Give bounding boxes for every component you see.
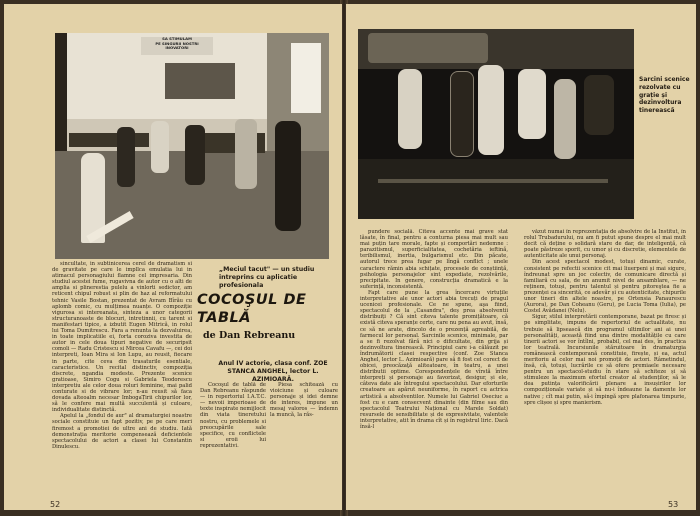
paragraph: Sigur, stilul interpretării contemporane, bazat pe firesc și pe simplitate, impuns de repertoriul de actualitate, nu trebuie să lipsească din programul ultimilor ani ai unei personalități, această fiind una dintre modalitățile cu care tinerii actori se vor întîlni, probabil, cel mai des, în practica lor teatrală. Incursiunile stăruitoare în dramaturgia românească contemporană constituie, firește, și ea, actul meritoriu al celor mai noi promoții de actori. Râmetindul, însă, că, totuși, lucrările ce să ofere premiaele necesare pentru un spectacol-studiu în stare să schiteze și să stimuleze la maximum efortul creator al studenților, să le dea putința valorificării plenare a insușirilor lor compoziționale variate și să nu-i îndeaune la damente lor native ; cît mai putin, să-i împingă spre plafonarea timpurie, spre clișee și spre manierism. bbox=[524, 314, 686, 406]
paragraph: sincultate, in subtinicerea cerel de dramatism si de gravitate pe care le impllca emulatia lui in atimacul personagiului flamne cel impresaria. Din studiul acestei fume, rugavivna de autor cu o alti de amplia si plinerestia pulelu a vinlorti sedictor, am reticent chipul robust si plin de haz al reformatului tehnic Vasile Bostan, prezentat de Avram Bîrău cu aplomb comic, cu mulțimea nuanțe. O compoziție vigurosa si intereanata, sinteza a unor categorii structuranoaste de blocuri, intretinnii, cu tarent si manifestari tipice, a izbutit Eugen Mitrică, in rolul lui Toma Dumitrescu. Fara a renunta la dezvaluirea, in toate implicatiile ei, forta coroziva investita de autor in cele doua tipuri negative de securipsit comoli — Radu Cristescu si Mircea Cavafu —, cei doi interpreti, Ioan Mira si Ion Lupu, au reusit, fiecare in parte, cite ceva din trasaturile esentiale, caracteristice. Un recital distinctiv, compoziția discrete, ngandia modeste. Prezente scenice gratioase, Simiro Cogu si Gabriela Teodorescu interpretiu ale celor doua roluri feminine, mai palid conturate si de vibrare lor; n-au reusit să faca dovada alteoalm necesar ImbogaȚirii chipurilor lor, să le confere mai multă succulentă și culoare, individualitate distinctă. bbox=[52, 261, 192, 414]
right-page bbox=[346, 4, 696, 510]
paragraph: Cocoşul de tablă de Dan Rebreanu răspunde — in repertoriul I.A.T.C. — nevoii imperioase de texte inspirate nemijlocit din viata tineretului nostru, cu problemele si preocupările sale specifice, cu conflictele si eroii lui reprezentativi. bbox=[200, 382, 266, 449]
left-column-1 bbox=[52, 261, 192, 501]
rehearsal-photo bbox=[55, 33, 329, 259]
paragraph: pundere socială. Citeva accente mai grave stat lăsate, în final, pentru a conturna piesa mai mult sau mai puțin tare morale, fapte și comportări nedemne : parazitismul, superficialitatea, cochetăria ieftină, teribilismul, inertia, bulgarismul etc. Din păcate, autorul trece prea fugar pe lîngă conflict ; unele caractere rămin abia schițate, procesele de conștiință, psihologia personajelor sint expediate, rezolvările, precipitate. In genere, construcția dramatică e la suferință, inconsistentă. bbox=[360, 229, 508, 290]
article-title: COCOŞUL DE TABLĂ bbox=[197, 292, 307, 326]
paragraph: Din acest spectacol modest, totuși dinamic, curate, consistent pe refectii scenice cit mai liuerpeni și mai sigure, îndreunat spre un joc colectiv, de comunicare directă și familiară cu sala, de un anumit nivel de ansamblare, — ne reținem, totuși, pentru talentul și pentru pitoreştea fie a prezenței ca sincerită, ce adevăr și cu autenticitate, chipurile unor tineri din altele noastre, pe Ortensia Panaurescu (Aurora), pe Dan Coheanu (Geru), pe Lucia Toma (Iulia), pe Costel Avădanei (Nelu). bbox=[524, 259, 686, 315]
right-column-1 bbox=[360, 229, 508, 497]
paragraph: Fapt care pune la grea încercare virtuțile interpretative ale unor actori abia trecuți de pragul ucenicei profesionale. Ce ne spune, aşa fiind, spectacolul de la „Casandra", deș prea absolventii distribuiți ? Că sint citeva talente promițătoare, că există citeva speranțe certe, care nu pena au avut, însă, ce să ne arate, dincolo de o prezență agreabilă, de farmecul lor personal. Sarcinile scenice, minimale, par a se fi rezolvat fără nici o dificultate, din grija și dezinvoltura tinerească. Principiul care i-a călăuzit pe îndrumătorii clasei respective (conf. Zoe Stanca Anghel, lector L. Azimioară) pare să fi fost cel corect de obicei, preocăzaţă aliteatoare, în teatru, a unei distributii optime. Corespondențele de vîrstă între interpreți și personaje au favorizat, desigur, și ele, câteva date ale întregului spectacolului. Dar eforturile creatoare au apărut neuniforme, în raport cu actrica artistică a absolventilor. Numele lui Gabriel Oseciuc a fost cu e cam consecvent dinainte (din filme sau din spectacolul Teatrului Național cu Marele Soldat) resursele de sensibilitate și de expresivitate, valentele interpretative, atit în drama cît și în registrul liric. Dacă însă-l bbox=[360, 289, 508, 430]
photo-caption: Sarcini scenice rezolvate cu grație și dezinvoltura tinerească bbox=[639, 76, 690, 115]
photo-sign: SA STIMULAM PE SINGURII NOSTRI INOVATORI bbox=[141, 37, 213, 55]
left-page bbox=[4, 4, 342, 510]
article-credits: Anul IV actorie, clasa conf. ZOE STANCA ANGHEL, lector L. AZIMIOARĂ. bbox=[218, 360, 328, 384]
performance-photo bbox=[358, 29, 634, 219]
photo-caption: „Meciul tacut" — un studiu intreprins cu aplicatie profesionala bbox=[219, 266, 315, 289]
left-column-3 bbox=[270, 382, 338, 502]
left-column-2 bbox=[200, 382, 266, 502]
page-number-left: 52 bbox=[50, 500, 61, 509]
paragraph: văzut numai în reprezentația de absolvire de la Institut, în rolul Trubadurului, nu am fi putut spune despre el mai mult decit că deține o solidară stare de dar, de inteligență, că poate păstreze sporit, cu umor și cu discretie, elementele de autenticitate ale unui personaj. bbox=[524, 229, 686, 260]
right-column-2 bbox=[524, 229, 686, 497]
paragraph: Apelul la „fondul de aur" al dramaturgiei noastre sociale constituie un fapt pozitiv, pe pe care meri firemost a promotiei de ultre ani de studiu. Iată demonstrația meritorie compensează deficientele spectacolului de actori a clasei lui Constantin Dinulescu. bbox=[52, 413, 192, 450]
article-byline: de Dan Rebreanu bbox=[203, 330, 296, 341]
page-number-right: 53 bbox=[668, 500, 679, 509]
paragraph: Piesa schitează cu vioiciune și culoare personaje și idei demne de interes, impune un mesaj valoros — îndemn la muncă, la răs- bbox=[270, 382, 338, 419]
